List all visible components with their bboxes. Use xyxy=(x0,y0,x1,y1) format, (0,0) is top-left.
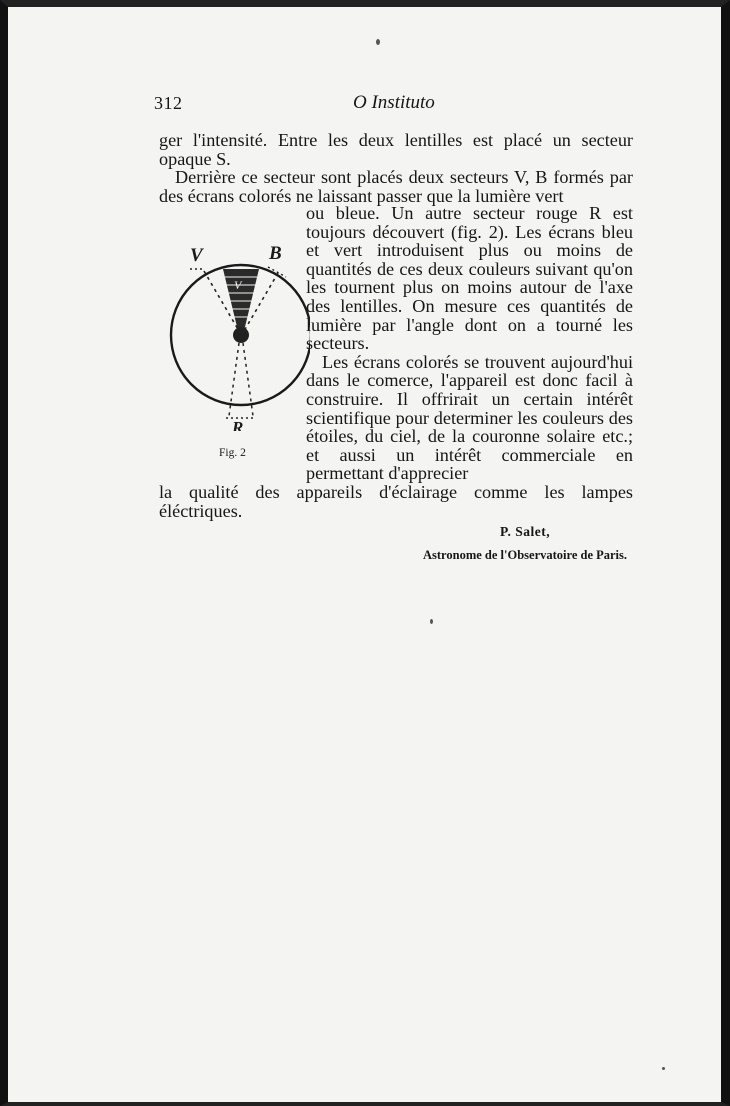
wrapped-text-column xyxy=(306,204,633,483)
ink-speck xyxy=(430,619,433,624)
author-affiliation: Astronome de l'Observatoire de Paris. xyxy=(423,548,628,562)
ink-speck xyxy=(376,39,380,45)
paragraph-3-tail-block xyxy=(159,483,633,520)
label-v: V xyxy=(190,245,203,266)
label-r: R xyxy=(232,418,244,431)
page-number: 312 xyxy=(154,93,183,113)
ink-speck xyxy=(662,1067,665,1070)
lens-axis-center xyxy=(233,327,249,343)
paragraph-2-wrapped: ou bleue. Un autre secteur rouge R est toujours découvert (fig. 2). Les écrans bleu et vert introduisent plus ou moins de quantités de ces deux couleurs suivant qu'on les tournent plus on moins autour de l'axe des lentilles. On mesure ces quantités de lumière par l'angle dont on a tourné les secteurs. xyxy=(306,203,633,354)
paragraph-3-wrapped: Les écrans colorés se trouvent aujourd'hui dans le comerce, l'appareil est donc facil à construire. Il offrirait un certain intérêt scientifique pour determiner les couleurs des étoiles, du ciel, de la couronne solaire etc.; et aussi un intérêt commerciale en permettant d'apprecier xyxy=(306,351,633,484)
label-b: B xyxy=(269,243,282,264)
paragraph-1-text: ger l'intensité. Entre les deux lentilles est placé un secteur opaque S. xyxy=(159,130,633,169)
paragraph-3-tail: la qualité des appareils d'éclairage comme les lampes éléctriques. xyxy=(159,482,633,521)
running-title: O Instituto xyxy=(353,92,435,113)
paragraph-1 xyxy=(159,131,633,168)
figure-2-diagram xyxy=(160,231,310,431)
paragraph-2-full-width xyxy=(159,168,633,205)
author-signature: P. Salet, xyxy=(500,524,551,539)
label-center-v: V xyxy=(234,278,242,292)
sector-diagram-svg xyxy=(160,231,310,431)
paragraph-2-first-lines: Derrière ce secteur sont placés deux secteurs V, B formés par des écrans colorés ne laissant passer que la lumière vert xyxy=(159,167,633,206)
figure-caption: Fig. 2 xyxy=(219,447,246,459)
